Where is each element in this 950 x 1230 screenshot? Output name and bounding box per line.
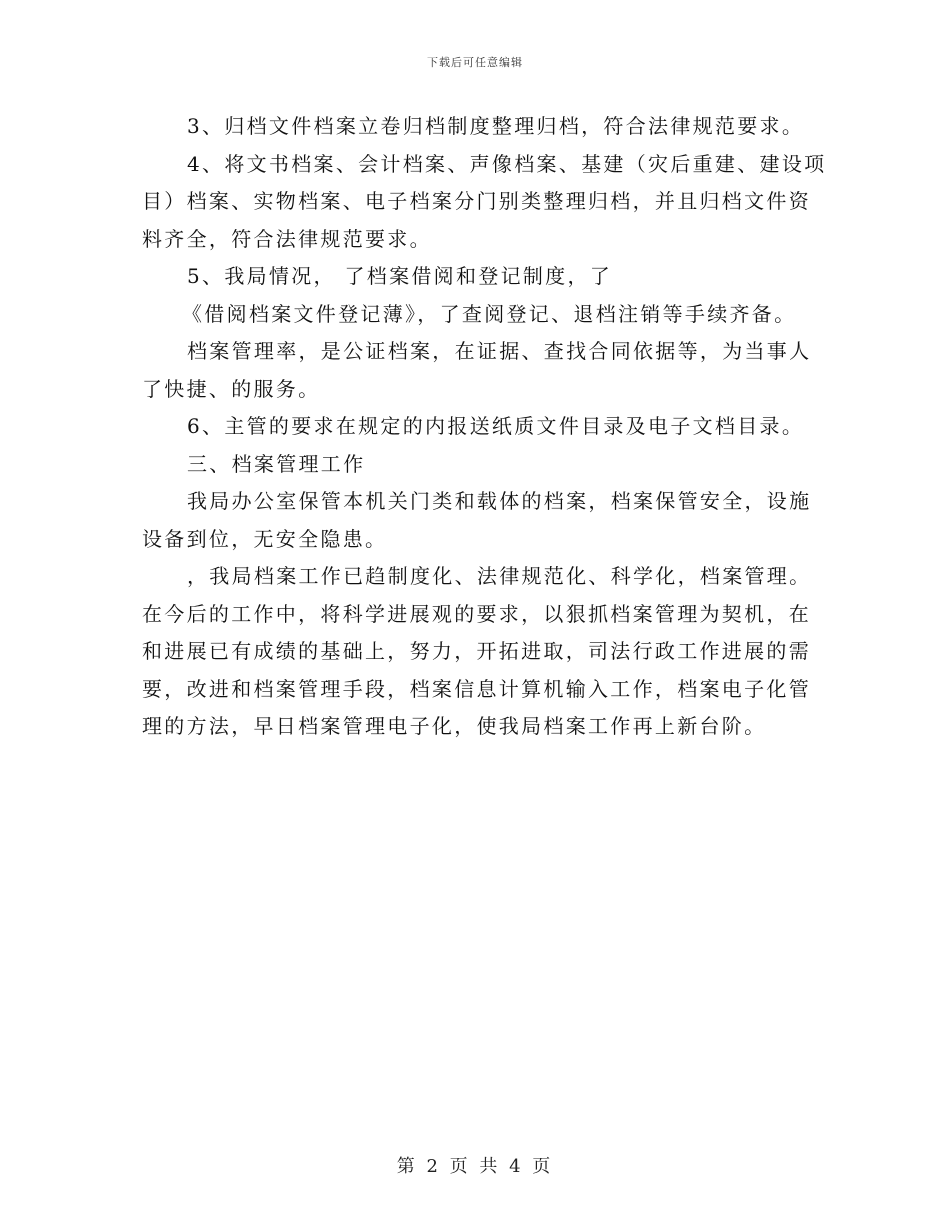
page-header: 下载后可任意编辑 bbox=[427, 56, 523, 69]
paragraph-line: 目）档案、实物档案、电子档案分门别类整理归档，并且归档文件资 bbox=[142, 189, 811, 213]
paragraph-line: 要，改进和档案管理手段，档案信息计算机输入工作，档案电子化管 bbox=[142, 676, 811, 701]
paragraph-line: 《借阅档案文件登记薄》，了查阅登记、退档注销等手续齐备。 bbox=[182, 301, 797, 326]
section-heading: 三、档案管理工作 bbox=[187, 451, 366, 476]
paragraph-line: 在今后的工作中，将科学进展观的要求，以狠抓档案管理为契机，在 bbox=[142, 601, 811, 626]
paragraph-line: 我局办公室保管本机关门类和载体的档案，档案保管安全，设施 bbox=[187, 489, 812, 513]
paragraph-line: 料齐全，符合法律规范要求。 bbox=[142, 226, 432, 251]
paragraph-line: 了快捷、的服务。 bbox=[142, 376, 321, 401]
paragraph-line: 3、归档文件档案立卷归档制度整理归档，符合法律规范要求。 bbox=[187, 114, 805, 138]
paragraph-line: 6、主管的要求在规定的内报送纸质文件目录及电子文档目录。 bbox=[187, 414, 805, 438]
paragraph-line: 5、我局情况， 了档案借阅和登记制度，了 bbox=[187, 264, 613, 288]
document-body bbox=[142, 108, 827, 746]
paragraph-line: 和进展已有成绩的基础上，努力，开拓进取，司法行政工作进展的需 bbox=[142, 639, 811, 663]
paragraph-line: 设备到位，无安全隐患。 bbox=[142, 526, 388, 551]
paragraph-line: ，我局档案工作已趋制度化、法律规范化、科学化，档案管理。 bbox=[187, 564, 812, 588]
paragraph-line: 档案管理率，是公证档案，在证据、查找合同依据等，为当事人 bbox=[187, 339, 812, 363]
paragraph-line: 4、将文书档案、会计档案、声像档案、基建（灾后重建、建设项 bbox=[187, 151, 827, 176]
paragraph-line: 理的方法，早日档案管理电子化，使我局档案工作再上新台阶。 bbox=[142, 714, 767, 738]
page-number: 第 2 页 共 4 页 bbox=[396, 1156, 554, 1177]
